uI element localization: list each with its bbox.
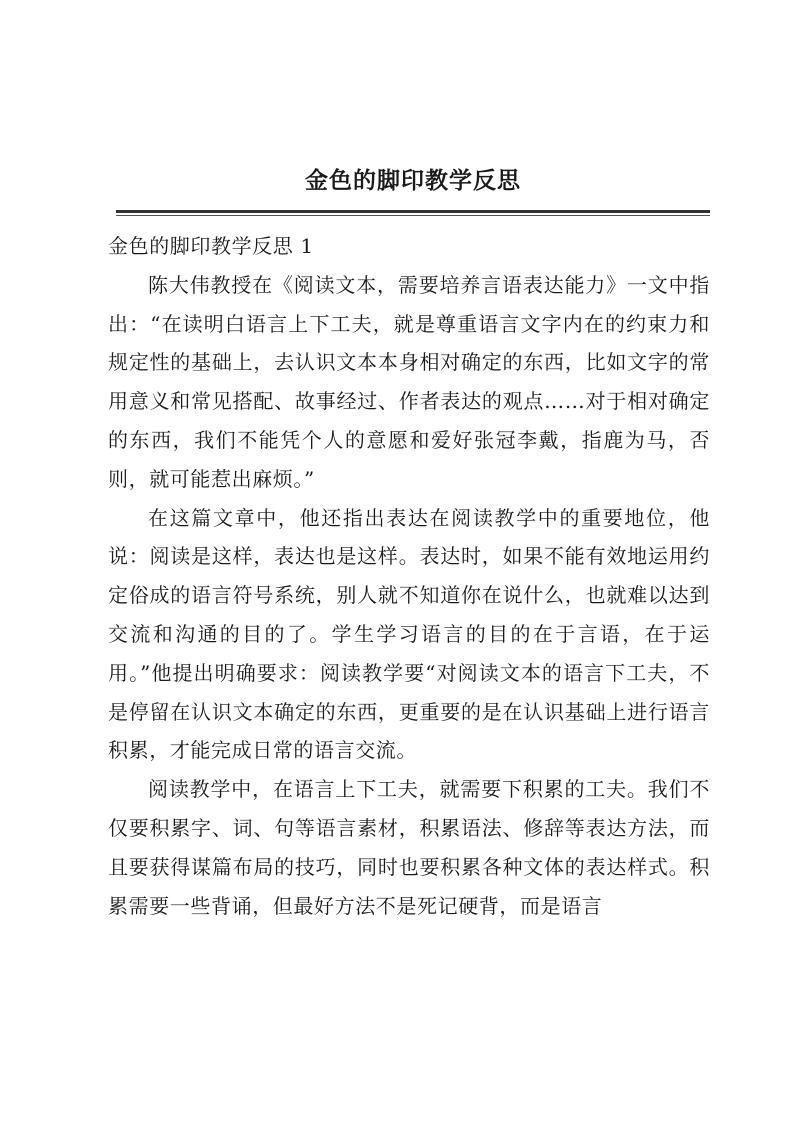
paragraph-2: 在这篇文章中，他还指出表达在阅读教学中的重要地位，他说：阅读是这样，表达也是这样。表达时，如果不能有效地运用约定俗成的语言符号系统，别人就不知道你在说什么，也就难以达到交流和沟通的目的了。学生学习语言的目的在于言语，在于运用。”他提出明确要求：阅读教学要“对阅读文本的语言下工夫，不是停留在认识文本确定的东西，更重要的是在认识基础上进行语言积累，才能完成日常的语言交流。 xyxy=(108,505,710,763)
section-heading: 金色的脚印教学反思 1 xyxy=(108,234,314,258)
title-divider-thin xyxy=(116,215,710,216)
paragraph-3: 阅读教学中，在语言上下工夫，就需要下积累的工夫。我们不仅要积累字、词、句等语言素材，积累语法、修辞等表达方法，而且要获得谋篇布局的技巧，同时也要积累各种文体的表达样式。积累需要一些背诵，但最好方法不是死记硬背，而是语言 xyxy=(108,777,710,918)
title-divider xyxy=(116,210,710,213)
document-body xyxy=(108,227,710,925)
document-title: 金色的脚印教学反思 xyxy=(305,167,521,194)
paragraph-1: 陈大伟教授在《阅读文本，需要培养言语表达能力》一文中指出：“在读明白语言上下工夫，就是尊重语言文字内在的约束力和规定性的基础上，去认识文本本身相对确定的东西，比如文字的常用意义和常见搭配、故事经过、作者表达的观点……对于相对确定的东西，我们不能凭个人的意愿和爱好张冠李戴，指鹿为马，否则，就可能惹出麻烦。” xyxy=(108,272,710,491)
